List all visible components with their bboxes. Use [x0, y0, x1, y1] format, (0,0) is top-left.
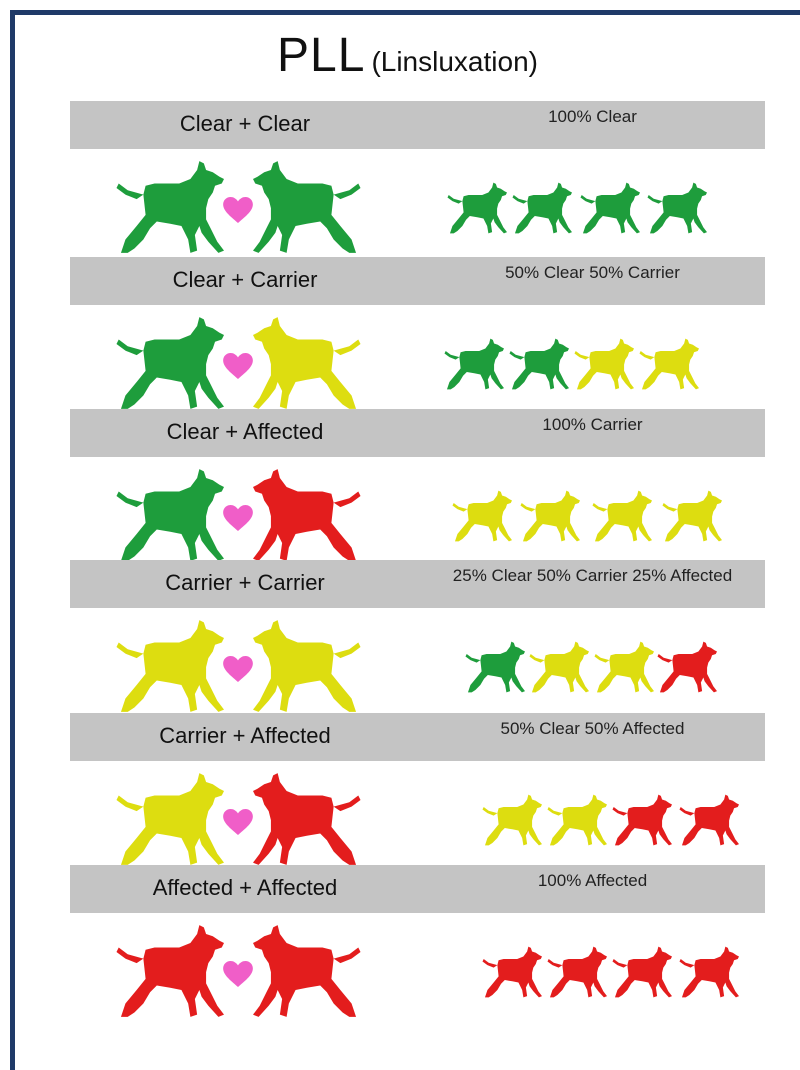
offspring-dog-affected-icon	[610, 793, 672, 847]
parents-label: Clear + Carrier	[172, 267, 318, 292]
offspring-dog-clear-icon	[463, 640, 525, 694]
parent-dog-clear-icon	[253, 161, 365, 253]
parent-dog-carrier-icon-shape	[253, 317, 361, 409]
offspring-dog-carrier-icon-shape	[574, 339, 634, 390]
cross-section	[70, 101, 765, 251]
parent-dog-carrier-icon	[253, 317, 365, 409]
offspring-dog-clear-icon	[445, 181, 507, 235]
cross-section	[70, 409, 765, 559]
parent-dog-carrier-icon-shape	[116, 620, 224, 712]
parents-label: Clear + Affected	[166, 419, 324, 444]
offspring-dog-affected-icon-shape	[612, 947, 672, 998]
heart-shape	[223, 353, 253, 379]
parent-dog-affected-icon	[253, 469, 365, 561]
offspring-dog-affected-icon-shape	[679, 947, 739, 998]
outcome-label: 25% Clear 50% Carrier 25% Affected	[452, 566, 733, 585]
parents-label: Carrier + Affected	[159, 723, 331, 748]
offspring-dog-clear-icon	[510, 181, 572, 235]
offspring-dog-clear-icon-shape	[465, 642, 525, 693]
parent-dog-clear-icon-shape	[116, 469, 224, 561]
offspring-dog-carrier-icon	[527, 640, 589, 694]
heart-shape	[223, 961, 253, 987]
offspring-dog-clear-icon-shape	[444, 339, 504, 390]
parent-dog-affected-icon-shape	[116, 925, 224, 1017]
offspring-dog-affected-icon	[677, 945, 739, 999]
offspring-dog-carrier-icon-shape	[639, 339, 699, 390]
cross-header-bar	[70, 101, 765, 149]
offspring-dog-clear-icon	[442, 337, 504, 391]
parent-dog-carrier-icon-shape	[253, 620, 361, 712]
offspring-dog-affected-icon	[610, 945, 672, 999]
heart-icon	[223, 505, 253, 531]
parent-dog-carrier-icon	[253, 620, 365, 712]
cross-header-bar	[70, 409, 765, 457]
parents-label: Affected + Affected	[152, 875, 338, 900]
offspring-dog-affected-icon-shape	[612, 795, 672, 846]
offspring-dog-carrier-icon-shape	[529, 642, 589, 693]
offspring-dog-carrier-icon	[518, 489, 580, 543]
outcome-label: 50% Clear 50% Affected	[500, 719, 685, 738]
offspring-dog-carrier-icon-shape	[547, 795, 607, 846]
cross-section	[70, 865, 765, 1015]
parents-label: Carrier + Carrier	[165, 570, 325, 595]
heart-shape	[223, 656, 253, 682]
heart-icon	[223, 809, 253, 835]
offspring-dog-clear-icon	[507, 337, 569, 391]
offspring-dog-carrier-icon-shape	[662, 491, 722, 542]
parent-dog-clear-icon-shape	[116, 317, 224, 409]
offspring-dog-clear-icon	[645, 181, 707, 235]
parent-dog-clear-icon	[112, 469, 224, 561]
heart-shape	[223, 809, 253, 835]
offspring-dog-clear-icon	[578, 181, 640, 235]
offspring-dog-carrier-icon	[572, 337, 634, 391]
heart-shape	[223, 197, 253, 223]
heart-icon	[223, 961, 253, 987]
parent-dog-carrier-icon-shape	[116, 773, 224, 865]
parent-dog-affected-icon-shape	[253, 773, 361, 865]
offspring-dog-carrier-icon	[590, 489, 652, 543]
offspring-dog-clear-icon-shape	[647, 183, 707, 234]
parent-dog-affected-icon	[112, 925, 224, 1017]
offspring-dog-carrier-icon-shape	[592, 491, 652, 542]
parent-dog-affected-icon	[253, 925, 365, 1017]
heart-shape	[223, 505, 253, 531]
heart-icon	[223, 353, 253, 379]
cross-header-bar	[70, 865, 765, 913]
offspring-dog-affected-icon	[480, 945, 542, 999]
heart-icon	[223, 656, 253, 682]
parent-dog-clear-icon	[112, 161, 224, 253]
outcome-label: 50% Clear 50% Carrier	[505, 263, 680, 282]
offspring-dog-affected-icon	[655, 640, 717, 694]
outcome-label: 100% Affected	[537, 871, 648, 890]
offspring-dog-carrier-icon-shape	[520, 491, 580, 542]
outcome-label: 100% Carrier	[542, 415, 643, 434]
offspring-dog-affected-icon	[545, 945, 607, 999]
cross-header-bar	[70, 257, 765, 305]
offspring-dog-affected-icon-shape	[679, 795, 739, 846]
offspring-dog-carrier-icon	[637, 337, 699, 391]
title-main: PLL	[277, 29, 366, 82]
parent-dog-clear-icon-shape	[116, 161, 224, 253]
cross-header-bar	[70, 560, 765, 608]
parent-dog-affected-icon-shape	[253, 469, 361, 561]
parent-dog-clear-icon-shape	[253, 161, 361, 253]
parent-dog-carrier-icon	[112, 620, 224, 712]
offspring-dog-carrier-icon	[660, 489, 722, 543]
outcome-label: 100% Clear	[548, 107, 637, 126]
offspring-dog-carrier-icon-shape	[594, 642, 654, 693]
offspring-dog-carrier-icon	[545, 793, 607, 847]
offspring-dog-carrier-icon	[450, 489, 512, 543]
offspring-dog-affected-icon-shape	[657, 642, 717, 693]
parent-dog-affected-icon	[253, 773, 365, 865]
offspring-dog-affected-icon-shape	[482, 947, 542, 998]
parents-label: Clear + Clear	[179, 111, 311, 136]
cross-section	[70, 560, 765, 710]
cross-section	[70, 257, 765, 407]
offspring-dog-affected-icon-shape	[547, 947, 607, 998]
parent-dog-affected-icon-shape	[253, 925, 361, 1017]
parent-dog-clear-icon	[112, 317, 224, 409]
page-title	[0, 28, 800, 83]
parent-dog-carrier-icon	[112, 773, 224, 865]
offspring-dog-clear-icon-shape	[509, 339, 569, 390]
title-sub: (Linsluxation)	[371, 46, 538, 77]
offspring-dog-carrier-icon	[480, 793, 542, 847]
offspring-dog-carrier-icon	[592, 640, 654, 694]
offspring-dog-clear-icon-shape	[512, 183, 572, 234]
offspring-dog-carrier-icon-shape	[482, 795, 542, 846]
cross-header-bar	[70, 713, 765, 761]
cross-section	[70, 713, 765, 863]
offspring-dog-clear-icon-shape	[580, 183, 640, 234]
heart-icon	[223, 197, 253, 223]
offspring-dog-carrier-icon-shape	[452, 491, 512, 542]
offspring-dog-affected-icon	[677, 793, 739, 847]
offspring-dog-clear-icon-shape	[447, 183, 507, 234]
